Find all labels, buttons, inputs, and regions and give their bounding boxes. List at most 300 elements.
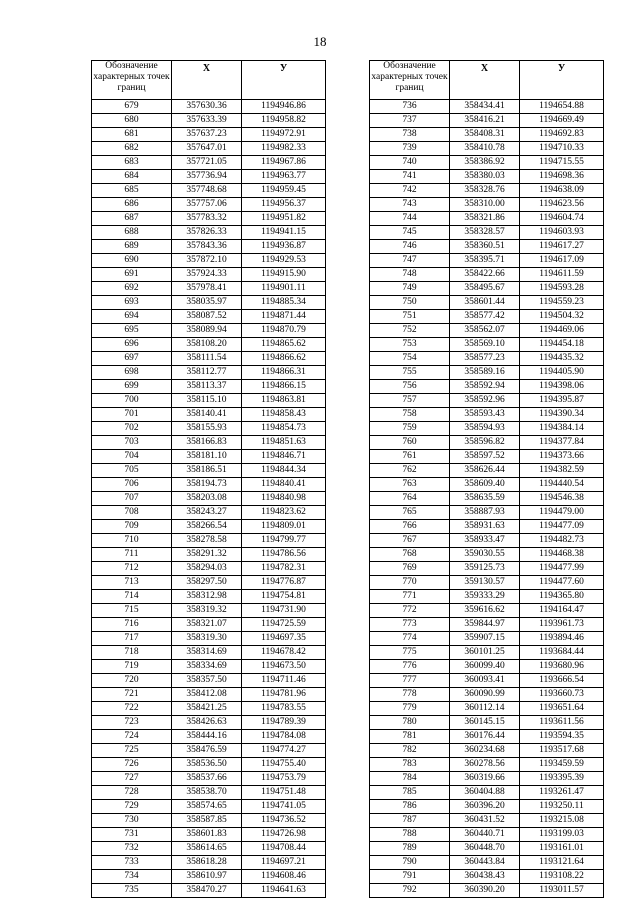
table-row (92, 702, 326, 716)
point-number-cell: 680 (92, 114, 172, 128)
table-row (92, 590, 326, 604)
y-coordinate-cell: 1194786.56 (242, 548, 326, 562)
y-coordinate-cell: 1194866.15 (242, 380, 326, 394)
table-row (92, 226, 326, 240)
table-row (92, 394, 326, 408)
table-row (92, 310, 326, 324)
table-row (370, 562, 604, 576)
table-row (92, 212, 326, 226)
table-row (370, 156, 604, 170)
x-coordinate-cell: 358931.63 (450, 520, 520, 534)
y-coordinate-cell: 1194384.14 (520, 422, 604, 436)
table-row (370, 212, 604, 226)
y-coordinate-cell: 1194846.71 (242, 450, 326, 464)
table-row (370, 254, 604, 268)
y-coordinate-cell: 1194715.55 (520, 156, 604, 170)
x-coordinate-cell: 358569.10 (450, 338, 520, 352)
y-coordinate-cell: 1194866.31 (242, 366, 326, 380)
y-coordinate-cell: 1193215.08 (520, 814, 604, 828)
table-row (370, 310, 604, 324)
table-row (370, 366, 604, 380)
x-coordinate-cell: 358444.16 (172, 730, 242, 744)
point-number-cell: 707 (92, 492, 172, 506)
x-coordinate-cell: 358426.63 (172, 716, 242, 730)
y-coordinate-cell: 1194866.62 (242, 352, 326, 366)
point-number-cell: 772 (370, 604, 450, 618)
x-coordinate-cell: 358618.28 (172, 856, 242, 870)
y-coordinate-cell: 1194951.82 (242, 212, 326, 226)
y-coordinate-cell: 1194751.48 (242, 786, 326, 800)
table-row (92, 604, 326, 618)
x-coordinate-cell: 358113.37 (172, 380, 242, 394)
table-row (92, 170, 326, 184)
y-coordinate-cell: 1194477.99 (520, 562, 604, 576)
y-coordinate-cell: 1194885.34 (242, 296, 326, 310)
x-coordinate-cell: 358495.67 (450, 282, 520, 296)
point-number-cell: 759 (370, 422, 450, 436)
y-coordinate-cell: 1194840.98 (242, 492, 326, 506)
x-coordinate-cell: 358933.47 (450, 534, 520, 548)
table-row (370, 408, 604, 422)
point-number-cell: 775 (370, 646, 450, 660)
table-row (92, 562, 326, 576)
x-coordinate-cell: 358537.66 (172, 772, 242, 786)
point-number-cell: 695 (92, 324, 172, 338)
y-coordinate-cell: 1194865.62 (242, 338, 326, 352)
point-number-cell: 753 (370, 338, 450, 352)
point-number-cell: 735 (92, 884, 172, 898)
y-coordinate-cell: 1194781.96 (242, 688, 326, 702)
table-row (92, 156, 326, 170)
y-coordinate-cell: 1194395.87 (520, 394, 604, 408)
y-coordinate-cell: 1194468.38 (520, 548, 604, 562)
x-coordinate-cell: 358601.44 (450, 296, 520, 310)
x-coordinate-cell: 358186.51 (172, 464, 242, 478)
y-coordinate-cell: 1194697.35 (242, 632, 326, 646)
table-row (92, 254, 326, 268)
y-coordinate-cell: 1194623.56 (520, 198, 604, 212)
table-row (370, 604, 604, 618)
point-number-cell: 688 (92, 226, 172, 240)
table-row (370, 422, 604, 436)
table-row (92, 646, 326, 660)
table-row (370, 338, 604, 352)
y-coordinate-cell: 1194365.80 (520, 590, 604, 604)
point-number-cell: 722 (92, 702, 172, 716)
y-coordinate-cell: 1194638.09 (520, 184, 604, 198)
x-coordinate-cell: 360093.41 (450, 674, 520, 688)
table-row (370, 786, 604, 800)
table-row (370, 492, 604, 506)
y-coordinate-cell: 1194726.98 (242, 828, 326, 842)
table-row (370, 534, 604, 548)
x-coordinate-cell: 358422.66 (450, 268, 520, 282)
x-coordinate-cell: 358610.97 (172, 870, 242, 884)
x-coordinate-cell: 360396.20 (450, 800, 520, 814)
y-coordinate-cell: 1194754.81 (242, 590, 326, 604)
point-number-cell: 687 (92, 212, 172, 226)
table-row (370, 590, 604, 604)
y-coordinate-cell: 1193395.39 (520, 772, 604, 786)
point-number-cell: 706 (92, 478, 172, 492)
x-coordinate-cell: 358416.21 (450, 114, 520, 128)
header-y: У (520, 61, 604, 100)
point-number-cell: 744 (370, 212, 450, 226)
table-row (370, 576, 604, 590)
table-row (92, 380, 326, 394)
y-coordinate-cell: 1193108.22 (520, 870, 604, 884)
table-row (92, 884, 326, 898)
table-row (370, 856, 604, 870)
y-coordinate-cell: 1194617.09 (520, 254, 604, 268)
table-row (370, 646, 604, 660)
point-number-cell: 703 (92, 436, 172, 450)
x-coordinate-cell: 358181.10 (172, 450, 242, 464)
point-number-cell: 733 (92, 856, 172, 870)
table-row (370, 198, 604, 212)
point-number-cell: 710 (92, 534, 172, 548)
x-coordinate-cell: 358112.77 (172, 366, 242, 380)
y-coordinate-cell: 1194708.44 (242, 842, 326, 856)
y-coordinate-cell: 1194697.21 (242, 856, 326, 870)
y-coordinate-cell: 1193660.73 (520, 688, 604, 702)
y-coordinate-cell: 1194604.74 (520, 212, 604, 226)
table-row (370, 436, 604, 450)
x-coordinate-cell: 358410.78 (450, 142, 520, 156)
x-coordinate-cell: 357978.41 (172, 282, 242, 296)
page-number: 18 (313, 34, 327, 49)
point-number-cell: 725 (92, 744, 172, 758)
point-number-cell: 708 (92, 506, 172, 520)
x-coordinate-cell: 357924.33 (172, 268, 242, 282)
x-coordinate-cell: 360390.20 (450, 884, 520, 898)
y-coordinate-cell: 1194405.90 (520, 366, 604, 380)
x-coordinate-cell: 358589.16 (450, 366, 520, 380)
header-y: У (242, 61, 326, 100)
y-coordinate-cell: 1194776.87 (242, 576, 326, 590)
x-coordinate-cell: 357637.23 (172, 128, 242, 142)
point-number-cell: 712 (92, 562, 172, 576)
point-number-cell: 723 (92, 716, 172, 730)
table-row (92, 744, 326, 758)
x-coordinate-cell: 358395.71 (450, 254, 520, 268)
y-coordinate-cell: 1194784.08 (242, 730, 326, 744)
y-coordinate-cell: 1194783.55 (242, 702, 326, 716)
x-coordinate-cell: 358243.27 (172, 506, 242, 520)
table-row (370, 380, 604, 394)
y-coordinate-cell: 1194617.27 (520, 240, 604, 254)
point-number-cell: 791 (370, 870, 450, 884)
table-row (92, 660, 326, 674)
point-number-cell: 774 (370, 632, 450, 646)
y-coordinate-cell: 1194603.93 (520, 226, 604, 240)
table-row (92, 240, 326, 254)
point-number-cell: 788 (370, 828, 450, 842)
table-row (370, 772, 604, 786)
point-number-cell: 743 (370, 198, 450, 212)
x-coordinate-cell: 358108.20 (172, 338, 242, 352)
point-number-cell: 777 (370, 674, 450, 688)
x-coordinate-cell: 358593.43 (450, 408, 520, 422)
x-coordinate-cell: 360431.52 (450, 814, 520, 828)
table-row (92, 870, 326, 884)
y-coordinate-cell: 1194858.43 (242, 408, 326, 422)
y-coordinate-cell: 1193611.56 (520, 716, 604, 730)
y-coordinate-cell: 1194678.42 (242, 646, 326, 660)
point-number-cell: 694 (92, 310, 172, 324)
y-coordinate-cell: 1193894.46 (520, 632, 604, 646)
y-coordinate-cell: 1194377.84 (520, 436, 604, 450)
x-coordinate-cell: 358115.10 (172, 394, 242, 408)
point-number-cell: 724 (92, 730, 172, 744)
x-coordinate-cell: 360234.68 (450, 744, 520, 758)
y-coordinate-cell: 1193684.44 (520, 646, 604, 660)
table-row (370, 170, 604, 184)
x-coordinate-cell: 358140.41 (172, 408, 242, 422)
x-coordinate-cell: 360112.14 (450, 702, 520, 716)
table-row (92, 800, 326, 814)
y-coordinate-cell: 1194390.34 (520, 408, 604, 422)
y-coordinate-cell: 1194956.37 (242, 198, 326, 212)
header-x: Х (450, 61, 520, 100)
table-row (370, 268, 604, 282)
table-row (370, 184, 604, 198)
point-number-cell: 756 (370, 380, 450, 394)
x-coordinate-cell: 360438.43 (450, 870, 520, 884)
point-number-cell: 715 (92, 604, 172, 618)
x-coordinate-cell: 358601.83 (172, 828, 242, 842)
y-coordinate-cell: 1193594.35 (520, 730, 604, 744)
y-coordinate-cell: 1194477.09 (520, 520, 604, 534)
point-number-cell: 767 (370, 534, 450, 548)
x-coordinate-cell: 357783.32 (172, 212, 242, 226)
table-row (92, 786, 326, 800)
y-coordinate-cell: 1194398.06 (520, 380, 604, 394)
point-number-cell: 717 (92, 632, 172, 646)
table-row (92, 688, 326, 702)
x-coordinate-cell: 357630.36 (172, 100, 242, 114)
y-coordinate-cell: 1194782.31 (242, 562, 326, 576)
y-coordinate-cell: 1194546.38 (520, 492, 604, 506)
y-coordinate-cell: 1193011.57 (520, 884, 604, 898)
table-row (92, 492, 326, 506)
y-coordinate-cell: 1194673.50 (242, 660, 326, 674)
table-row (370, 716, 604, 730)
point-number-cell: 720 (92, 674, 172, 688)
point-number-cell: 729 (92, 800, 172, 814)
point-number-cell: 683 (92, 156, 172, 170)
table-row (92, 114, 326, 128)
y-coordinate-cell: 1194959.45 (242, 184, 326, 198)
point-number-cell: 686 (92, 198, 172, 212)
point-number-cell: 781 (370, 730, 450, 744)
x-coordinate-cell: 358266.54 (172, 520, 242, 534)
y-coordinate-cell: 1193961.73 (520, 618, 604, 632)
point-number-cell: 785 (370, 786, 450, 800)
x-coordinate-cell: 359125.73 (450, 562, 520, 576)
table-row (370, 800, 604, 814)
table-row (92, 366, 326, 380)
point-number-cell: 764 (370, 492, 450, 506)
table-row (92, 464, 326, 478)
table-row (370, 884, 604, 898)
table-row (370, 618, 604, 632)
coordinates-table-right (369, 60, 604, 898)
y-coordinate-cell: 1193199.03 (520, 828, 604, 842)
table-row (370, 758, 604, 772)
y-coordinate-cell: 1194454.18 (520, 338, 604, 352)
point-number-cell: 731 (92, 828, 172, 842)
x-coordinate-cell: 358592.94 (450, 380, 520, 394)
point-number-cell: 750 (370, 296, 450, 310)
coordinates-table-left (91, 60, 326, 898)
x-coordinate-cell: 357647.01 (172, 142, 242, 156)
point-number-cell: 786 (370, 800, 450, 814)
point-number-cell: 734 (92, 870, 172, 884)
y-coordinate-cell: 1194963.77 (242, 170, 326, 184)
point-number-cell: 768 (370, 548, 450, 562)
table-row (370, 702, 604, 716)
point-number-cell: 755 (370, 366, 450, 380)
x-coordinate-cell: 358596.82 (450, 436, 520, 450)
x-coordinate-cell: 358321.07 (172, 618, 242, 632)
y-coordinate-cell: 1194809.01 (242, 520, 326, 534)
x-coordinate-cell: 358155.93 (172, 422, 242, 436)
point-number-cell: 792 (370, 884, 450, 898)
x-coordinate-cell: 358203.08 (172, 492, 242, 506)
table-row (370, 814, 604, 828)
table-row (92, 478, 326, 492)
point-number-cell: 699 (92, 380, 172, 394)
point-number-cell: 701 (92, 408, 172, 422)
table-header-row (92, 61, 326, 100)
x-coordinate-cell: 358111.54 (172, 352, 242, 366)
y-coordinate-cell: 1194901.11 (242, 282, 326, 296)
x-coordinate-cell: 358319.32 (172, 604, 242, 618)
point-number-cell: 757 (370, 394, 450, 408)
point-number-cell: 783 (370, 758, 450, 772)
x-coordinate-cell: 359616.62 (450, 604, 520, 618)
x-coordinate-cell: 358635.59 (450, 492, 520, 506)
x-coordinate-cell: 357872.10 (172, 254, 242, 268)
y-coordinate-cell: 1194559.23 (520, 296, 604, 310)
table-row (370, 282, 604, 296)
y-coordinate-cell: 1194774.27 (242, 744, 326, 758)
point-number-cell: 709 (92, 520, 172, 534)
x-coordinate-cell: 359030.55 (450, 548, 520, 562)
x-coordinate-cell: 360099.40 (450, 660, 520, 674)
point-number-cell: 714 (92, 590, 172, 604)
table-row (92, 142, 326, 156)
x-coordinate-cell: 358412.08 (172, 688, 242, 702)
y-coordinate-cell: 1194946.86 (242, 100, 326, 114)
point-number-cell: 727 (92, 772, 172, 786)
x-coordinate-cell: 358476.59 (172, 744, 242, 758)
point-number-cell: 721 (92, 688, 172, 702)
x-coordinate-cell: 357757.06 (172, 198, 242, 212)
point-number-cell: 740 (370, 156, 450, 170)
point-number-cell: 692 (92, 282, 172, 296)
point-number-cell: 739 (370, 142, 450, 156)
point-number-cell: 773 (370, 618, 450, 632)
y-coordinate-cell: 1193161.01 (520, 842, 604, 856)
table-row (92, 184, 326, 198)
x-coordinate-cell: 358319.30 (172, 632, 242, 646)
y-coordinate-cell: 1194373.66 (520, 450, 604, 464)
table-row (370, 226, 604, 240)
table-row (92, 100, 326, 114)
point-number-cell: 719 (92, 660, 172, 674)
y-coordinate-cell: 1194789.39 (242, 716, 326, 730)
table-row (92, 814, 326, 828)
header-designation: Обозначение характерных точек границ (370, 61, 450, 100)
x-coordinate-cell: 358380.03 (450, 170, 520, 184)
point-number-cell: 716 (92, 618, 172, 632)
x-coordinate-cell: 358314.69 (172, 646, 242, 660)
x-coordinate-cell: 358312.98 (172, 590, 242, 604)
table-row (370, 394, 604, 408)
table-body (370, 100, 604, 898)
table-row (370, 870, 604, 884)
x-coordinate-cell: 360404.88 (450, 786, 520, 800)
point-number-cell: 789 (370, 842, 450, 856)
x-coordinate-cell: 358614.65 (172, 842, 242, 856)
y-coordinate-cell: 1194654.88 (520, 100, 604, 114)
point-number-cell: 700 (92, 394, 172, 408)
table-row (370, 688, 604, 702)
y-coordinate-cell: 1194871.44 (242, 310, 326, 324)
x-coordinate-cell: 358562.07 (450, 324, 520, 338)
y-coordinate-cell: 1194611.59 (520, 268, 604, 282)
table-body (92, 100, 326, 898)
y-coordinate-cell: 1194736.52 (242, 814, 326, 828)
x-coordinate-cell: 358334.69 (172, 660, 242, 674)
point-number-cell: 770 (370, 576, 450, 590)
y-coordinate-cell: 1193261.47 (520, 786, 604, 800)
point-number-cell: 704 (92, 450, 172, 464)
point-number-cell: 782 (370, 744, 450, 758)
point-number-cell: 691 (92, 268, 172, 282)
y-coordinate-cell: 1194440.54 (520, 478, 604, 492)
x-coordinate-cell: 359907.15 (450, 632, 520, 646)
x-coordinate-cell: 358470.27 (172, 884, 242, 898)
x-coordinate-cell: 357826.33 (172, 226, 242, 240)
y-coordinate-cell: 1194840.41 (242, 478, 326, 492)
x-coordinate-cell: 358194.73 (172, 478, 242, 492)
x-coordinate-cell: 357843.36 (172, 240, 242, 254)
y-coordinate-cell: 1194731.90 (242, 604, 326, 618)
y-coordinate-cell: 1194725.59 (242, 618, 326, 632)
table-row (370, 548, 604, 562)
x-coordinate-cell: 359130.57 (450, 576, 520, 590)
x-coordinate-cell: 359333.29 (450, 590, 520, 604)
point-number-cell: 746 (370, 240, 450, 254)
table-row (92, 268, 326, 282)
y-coordinate-cell: 1194504.32 (520, 310, 604, 324)
x-coordinate-cell: 358328.57 (450, 226, 520, 240)
table-row (370, 324, 604, 338)
header-x: Х (172, 61, 242, 100)
table-row (92, 534, 326, 548)
table-row (92, 324, 326, 338)
y-coordinate-cell: 1194382.59 (520, 464, 604, 478)
table-row (92, 408, 326, 422)
point-number-cell: 747 (370, 254, 450, 268)
table-row (370, 674, 604, 688)
x-coordinate-cell: 358386.92 (450, 156, 520, 170)
table-row (370, 520, 604, 534)
y-coordinate-cell: 1194753.79 (242, 772, 326, 786)
